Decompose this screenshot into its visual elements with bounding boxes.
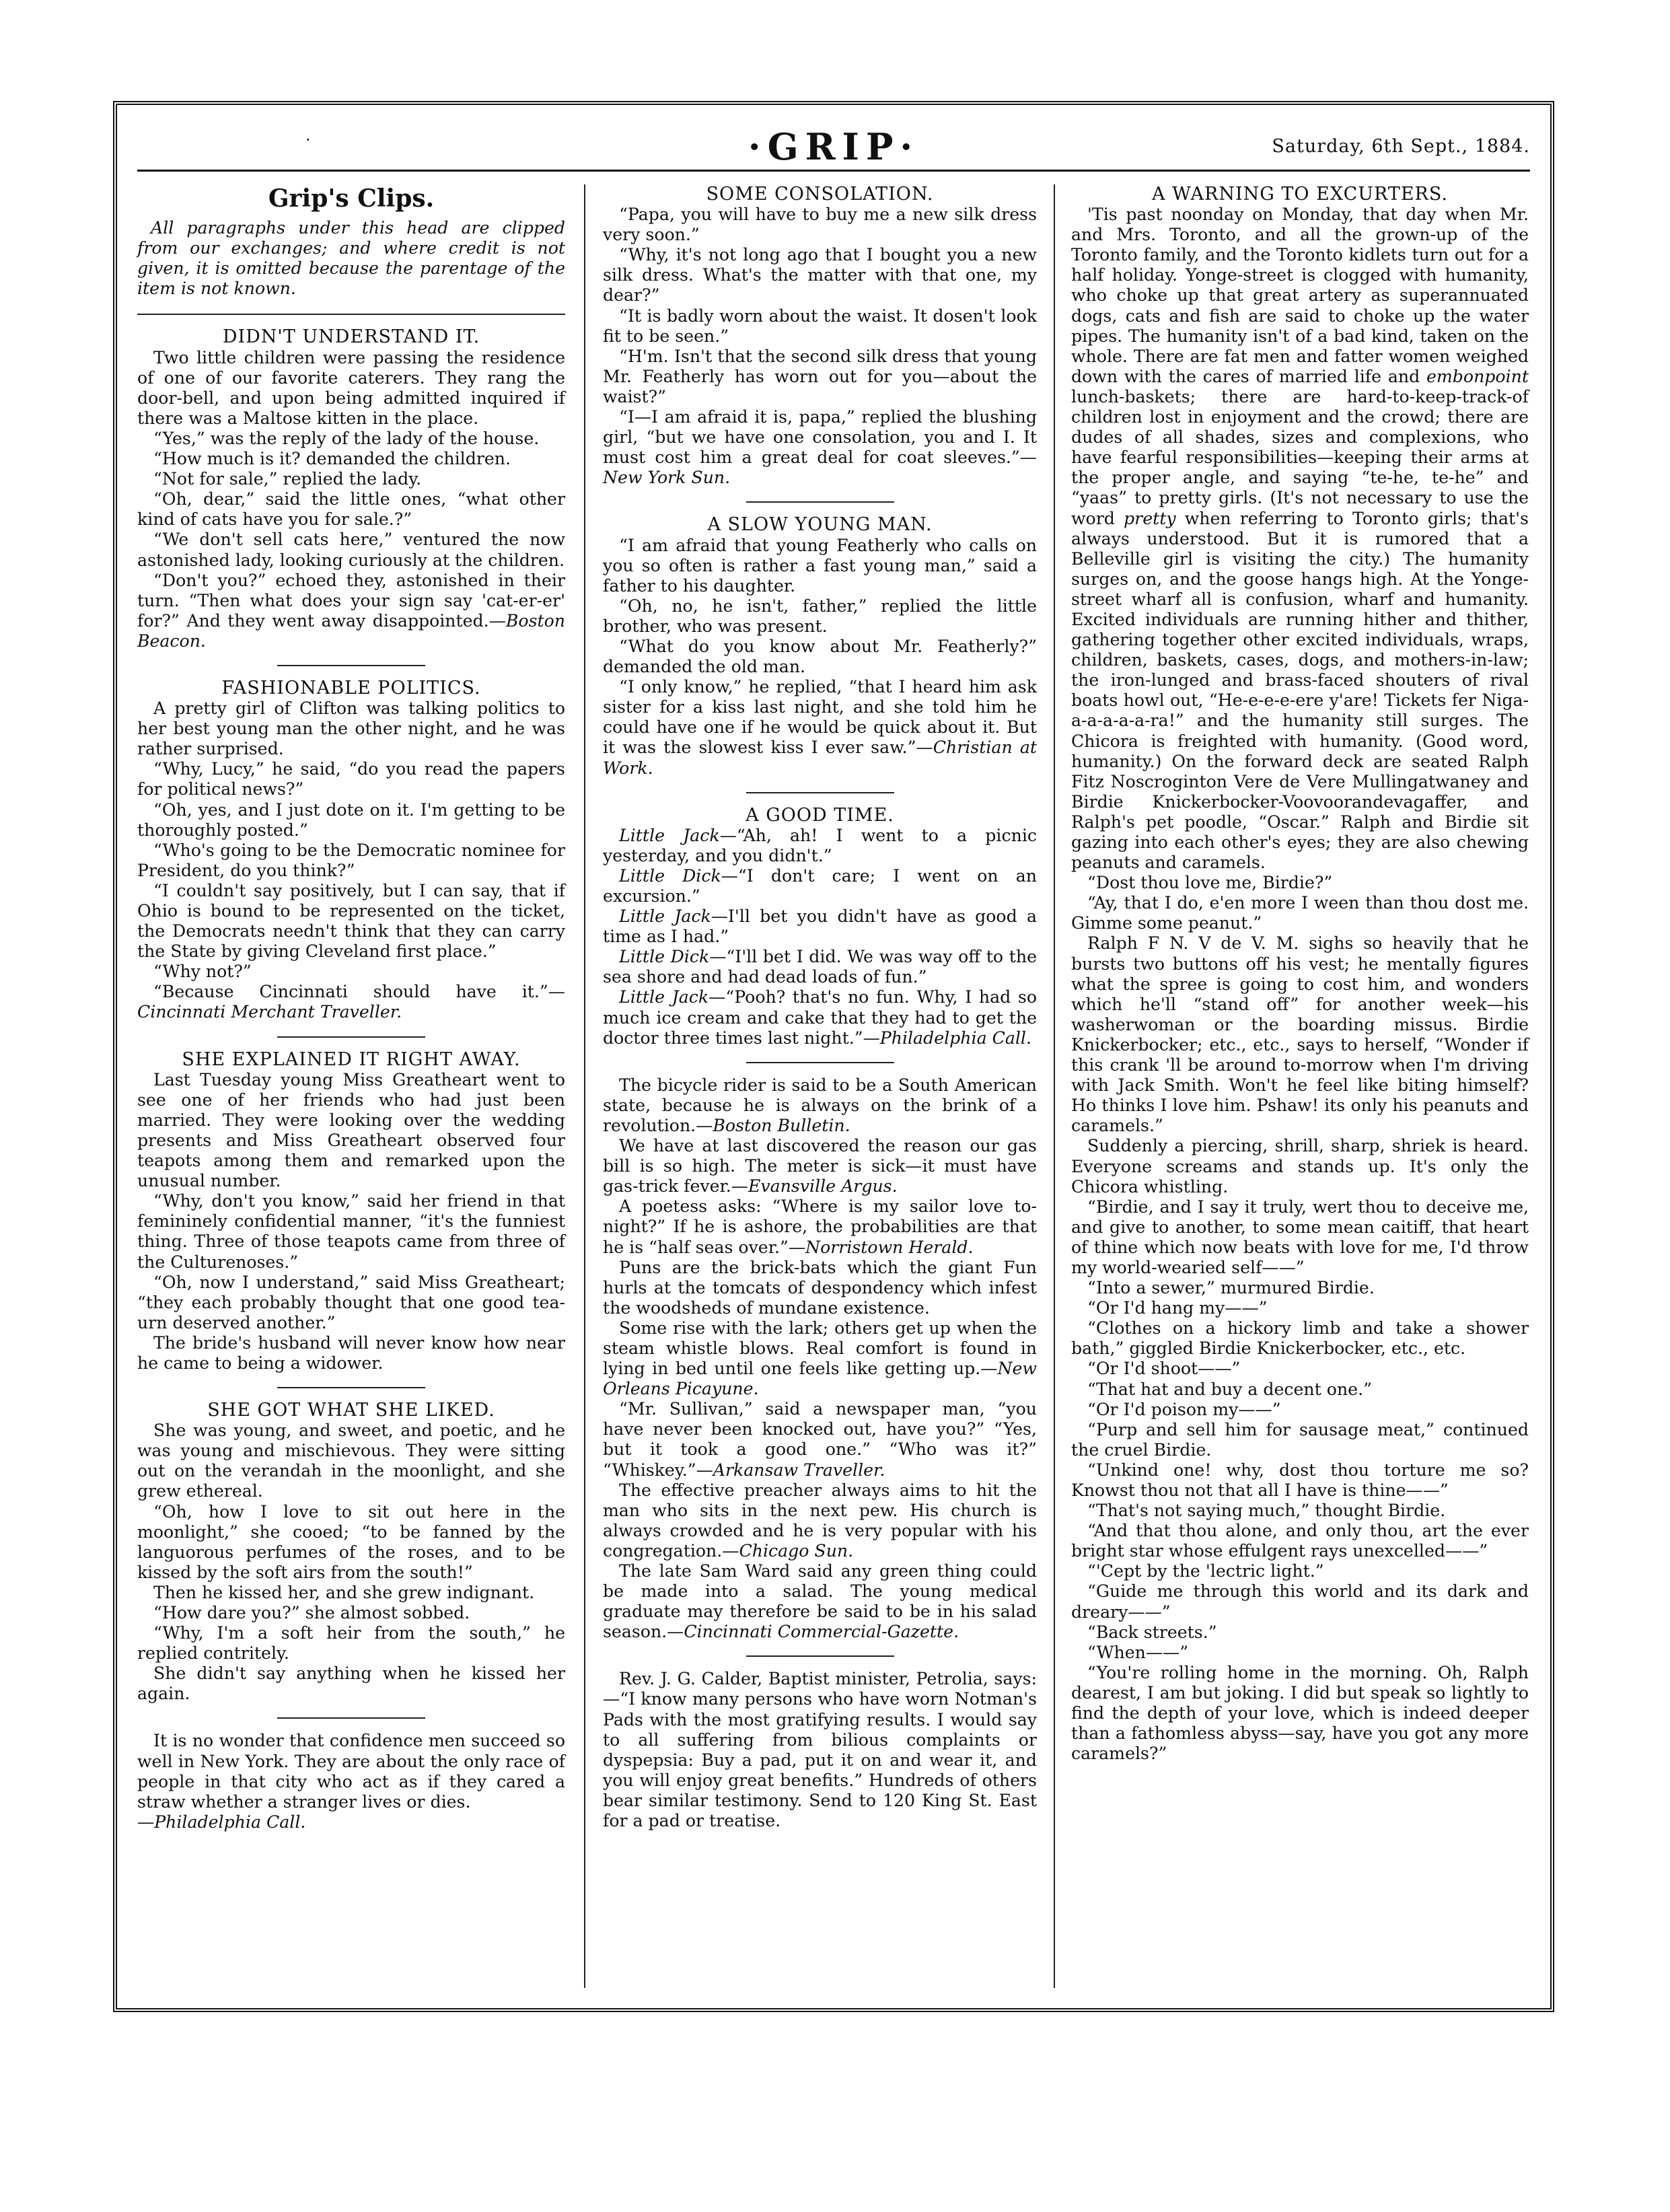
dialogue-line bbox=[603, 947, 1037, 987]
paragraph: “Oh, no, he isn't, father,” replied the little brother, who was present. bbox=[603, 596, 1037, 636]
text: lunch-baskets; there are hard-to-keep-track-of children lost in enjoyment and the crowd; there are dudes of all shades, sizes and complexions, who have fearful responsibilities—keeping their arms at the proper angle, and saying “te-he, te-he” and “yaas” to pretty girls. (It's not necessary to use the word bbox=[1071, 386, 1529, 528]
paragraph: Then he kissed her, and she grew indignant. bbox=[153, 1582, 535, 1602]
paragraph: “Why, don't you know,” said her friend in that femininely confidential manner, “it's the funniest thing. Three of those teapots came from three of the Culturenoses.” bbox=[137, 1191, 565, 1272]
paragraph: Two little children were passing the residence of one of our favorite caterers. They rang the door-bell, and upon being admitted inquired if there was a Maltose kitten in the place. bbox=[137, 347, 565, 428]
paragraph: “Back streets.” bbox=[1087, 1622, 1217, 1642]
source: Cincinnati Merchant Traveller. bbox=[137, 1002, 402, 1022]
paragraph: “Who's going to be the Democratic nominee for President, do you think?” bbox=[137, 840, 565, 880]
speaker: Little Jack bbox=[619, 906, 711, 927]
advertisement: Rev. J. G. Calder, Baptist minister, Petrolia, says:—“I know many persons who have worn Notman's Pads with the most gratifying results. I would say to all suffering from bilious complaints or dyspepsia: Buy a pad, put it on and wear it, and you will enjoy great benefits.” Hundreds of others bear similar testimony. Send to 120 King St. East for a pad or treatise. bbox=[603, 1669, 1037, 1831]
paragraph: “You're rolling home in the morning. Oh, Ralph dearest, I am but joking. I did but speak so lightly to find the depth of your love, which is indeed deeper than a fathomless abyss—say, have you got any more caramels?” bbox=[1071, 1662, 1529, 1764]
paragraph bbox=[603, 1136, 1037, 1197]
text: “I—I am afraid it is, papa,” replied the blushing girl, “but we have one consolation, you and I. It must cost him a great deal for coat sleeves.”— bbox=[603, 407, 1037, 468]
paragraph bbox=[603, 1197, 1037, 1257]
newspaper-page bbox=[113, 101, 1554, 2012]
text: 'Tis past noonday on Monday, that day when Mr. and Mrs. Toronto, and all the grown-up of the Toronto family, and the Toronto kidlets turn out for a half holiday. Yonge-street is clogged with humanity, who choke up that great artery as superannuated dogs, cats and fish are said to choke up the water pipes. The humanity isn't of a bad kind, taken on the whole. There are fat men and fatter women weighed down with the cares of married life and bbox=[1071, 205, 1529, 386]
source: New York Sun. bbox=[603, 468, 731, 488]
divider bbox=[277, 1036, 425, 1038]
paragraph: “It is badly worn about the waist. It dosen't look fit to be seen.” bbox=[603, 306, 1037, 346]
source: Evansville Argus. bbox=[748, 1176, 898, 1197]
text: Some rise with the lark; others get up when the steam whistle blows. Real comfort is found in lying in bed until one feels like getting up.— bbox=[603, 1318, 1037, 1379]
paragraph: It is no wonder that confidence men succeed so well in New York. They are about the only race of people in that city who act as if they cared a straw whether a stranger lives or dies. bbox=[137, 1731, 565, 1812]
article-title: FASHIONABLE POLITICS. bbox=[221, 677, 481, 699]
column-2 bbox=[603, 184, 1037, 1831]
paragraph: “Oh, dear,” said the little ones, “what other kind of cats have you for sale.?” bbox=[137, 489, 565, 530]
text: A poetess asks: “Where is my sailor love to-night?” If he is ashore, the probabilities are that he is “half seas over.”— bbox=[603, 1197, 1037, 1257]
paragraph bbox=[137, 571, 565, 651]
source: Chicago Sun. bbox=[739, 1540, 854, 1561]
text: —“I'll bet I did. We was way off to the sea shore and had dead loads of fun.” bbox=[603, 947, 1037, 987]
divider bbox=[277, 1387, 425, 1388]
article-title: DIDN'T UNDERSTAND IT. bbox=[222, 326, 480, 348]
section-intro: All paragraphs under this head are clipped from our exchanges; and where credit is not given, it is omitted because the parentage of the item is not known. bbox=[137, 218, 565, 299]
paragraph: She was young, and sweet, and poetic, and he was young and mischievous. They were sitting out on the verandah in the moonlight, and she grew ethereal. bbox=[137, 1421, 565, 1501]
paragraph: “Yes,” was the reply of the lady of the house. bbox=[153, 428, 540, 448]
column-3 bbox=[1071, 184, 1529, 1764]
paragraph: “Why, it's not long ago that I bought you a new silk dress. What's the matter with that one, my dear?” bbox=[603, 245, 1037, 306]
source: Philadelphia Call. bbox=[879, 1028, 1031, 1048]
source: Christian at Work. bbox=[603, 738, 1037, 778]
text: “I only know,” he replied, “that I heard him ask sister for a kiss last night, and she told him he could have one if he would be quick about it. But it was the slowest kiss I ever saw.”— bbox=[603, 677, 1037, 758]
paragraph: “Birdie, and I say it truly, wert thou to deceive me, and give to another, to some mean caitiff, that heart of thine which now beats with love for me, I'd throw my world-wearied self——” bbox=[1071, 1197, 1529, 1277]
source: Norristown Herald. bbox=[805, 1237, 974, 1257]
paragraph: “Clothes on a hickory limb and take a shower bath,” giggled Birdie Knickerbocker, etc., etc. bbox=[1071, 1318, 1529, 1359]
paragraph: Last Tuesday young Miss Greatheart went to see one of her friends who had just been married. They were looking over the wedding presents and Miss Greatheart observed four teapots among them and remarked upon the unusual number. bbox=[137, 1069, 565, 1191]
paragraph bbox=[603, 677, 1037, 778]
masthead bbox=[137, 122, 1530, 172]
paragraph: She didn't say anything when he kissed her again. bbox=[137, 1664, 565, 1704]
speaker: Little Jack bbox=[619, 987, 709, 1007]
paragraph: “Into a sewer,” murmured Birdie. bbox=[1087, 1278, 1375, 1298]
text: —“I don't care; I went on an excursion.” bbox=[603, 865, 1037, 906]
text: —“Ah, ah! I went to a picnic yesterday, and you didn't.” bbox=[603, 825, 1037, 865]
paragraph: “Unkind one! why, dost thou torture me so? Knowst thou not that all I have is thine——” bbox=[1071, 1460, 1529, 1500]
text: “Because Cincinnati should have it.”— bbox=[153, 982, 565, 1002]
paragraph: “Or I'd hang my——” bbox=[1087, 1298, 1268, 1318]
source: Cincinnati Commercial-Gazette. bbox=[684, 1622, 959, 1642]
paragraph: “Why not?” bbox=[153, 962, 252, 982]
source: Arkansaw Traveller. bbox=[713, 1460, 885, 1480]
article-title: SHE GOT WHAT SHE LIKED. bbox=[207, 1400, 495, 1421]
paragraph: “Oh, yes, and I just dote on it. I'm getting to be thoroughly posted.” bbox=[137, 799, 565, 840]
paragraph: “Guide me through this world and its dark and dreary——” bbox=[1071, 1581, 1529, 1622]
paragraph: “Why, I'm a soft heir from the south,” he replied contritely. bbox=[137, 1623, 565, 1664]
column-rule bbox=[1054, 184, 1055, 1988]
divider bbox=[137, 314, 565, 315]
divider bbox=[746, 1655, 894, 1657]
column-rule bbox=[584, 184, 585, 1988]
paragraph: Puns are the brick-bats which the giant Fun hurls at the tomcats of despondency which infest the woodsheds of mundane existence. bbox=[603, 1257, 1037, 1318]
text: The bicycle rider is said to be a South American state, because he is always on the brink of a revolution.— bbox=[603, 1075, 1037, 1135]
paragraph bbox=[603, 1318, 1037, 1399]
paragraph: “Purp and sell him for sausage meat,” continued the cruel Birdie. bbox=[1071, 1419, 1529, 1460]
text: “Mr. Sullivan,” said a newspaper man, “you have never been knocked out, have you?” “Yes, but it took a good one.” “Who was it?” “Whiskey.”— bbox=[603, 1399, 1037, 1480]
paragraph bbox=[603, 407, 1037, 488]
newspaper-title: ·GRIP· bbox=[748, 125, 920, 168]
paragraph: “'Cept by the 'lectric light.” bbox=[1087, 1561, 1324, 1581]
paragraph: The bride's husband will never know how near he came to being a widower. bbox=[137, 1332, 565, 1373]
divider bbox=[277, 1717, 425, 1719]
paragraph: “I am afraid that young Featherly who calls on you so often is rather a fast young man,” said a father to his daughter. bbox=[603, 535, 1037, 596]
paragraph: “I couldn't say positively, but I can say, that if Ohio is bound to be represented on the ticket, the Democrats needn't think that they can carry the State by giving Cleveland first place.” bbox=[137, 880, 565, 962]
section-title: Grip's Clips. bbox=[268, 184, 435, 213]
issue-date: Saturday, 6th Sept., 1884. bbox=[1272, 136, 1530, 157]
column-1 bbox=[137, 184, 565, 1832]
text: “Don't you?” echoed they, astonished in their turn. “Then what does your sign say 'cat-er-er' for?” And they went away disappointed.— bbox=[137, 570, 565, 631]
paragraph: “That hat and buy a decent one.” bbox=[1087, 1379, 1372, 1399]
paragraph bbox=[603, 1399, 1037, 1480]
italic-word: embonpoint bbox=[1426, 366, 1529, 386]
italic-word: pretty bbox=[1124, 508, 1176, 528]
paragraph: “Papa, you will have to buy me a new silk dress very soon.” bbox=[603, 205, 1037, 245]
paragraph: “How dare you?” she almost sobbed. bbox=[153, 1603, 470, 1622]
text: —“Pooh? that's no fun. Why, I had so much ice cream and cake that they had to get the doctor three times last night.”— bbox=[603, 987, 1037, 1048]
dialogue-line bbox=[603, 826, 1037, 866]
paragraph: “Not for sale,” replied the lady. bbox=[153, 469, 422, 489]
divider bbox=[746, 501, 894, 503]
article-title: A SLOW YOUNG MAN. bbox=[707, 514, 933, 536]
dialogue-line bbox=[603, 987, 1037, 1048]
paragraph: “Oh, now I understand,” said Miss Greatheart; “they each probably thought that one good tea-urn deserved another.” bbox=[137, 1272, 565, 1332]
paragraph: “How much is it? demanded the children. bbox=[153, 449, 511, 469]
article-title: SHE EXPLAINED IT RIGHT AWAY. bbox=[182, 1048, 521, 1070]
paragraph: “Or I'd shoot——” bbox=[1087, 1359, 1241, 1379]
source: Boston Beacon. bbox=[137, 610, 565, 651]
paragraph: “H'm. Isn't that the second silk dress that young Mr. Featherly has worn out for you—about the waist?” bbox=[603, 346, 1037, 406]
divider bbox=[746, 1062, 894, 1063]
speaker: Little Dick bbox=[619, 947, 710, 967]
paragraph: Ralph F N. V de V. M. sighs so heavily that he bursts two buttons off his vest; he mentally figures what the spree is going to cost him, and wonders which he'll “stand off” for another week—his washerwoman or the boarding missus. Birdie Knickerbocker; etc., etc., says to herself, “Wonder if this crank 'll be around to-morrow when I'm driving with Jack Smith. Won't he feel like biting himself? Ho thinks I love him. Pshaw! its only his peanuts and caramels.” bbox=[1071, 933, 1529, 1136]
paragraph: A pretty girl of Clifton was talking politics to her best young man the other night, and he was rather surprised. bbox=[137, 699, 565, 759]
dialogue-line bbox=[603, 906, 1037, 947]
paragraph: “Dost thou love me, Birdie?” bbox=[1087, 873, 1333, 893]
text: —I'll bet you didn't have as good a time as I had.” bbox=[603, 906, 1037, 947]
text: The effective preacher always aims to hit the man who sits in the next pew. His church is always crowded and he is very popular with his congregation.— bbox=[603, 1480, 1037, 1561]
article-title: A GOOD TIME. bbox=[746, 804, 894, 826]
article-title: SOME CONSOLATION. bbox=[706, 184, 934, 205]
paragraph bbox=[137, 982, 565, 1022]
paragraph: “And that thou alone, and only thou, art the ever bright star whose effulgent rays unexcelled——” bbox=[1071, 1521, 1529, 1561]
source: New Orleans Picayune. bbox=[603, 1359, 1037, 1399]
speaker: Little Dick bbox=[619, 865, 721, 886]
paragraph: “Why, Lucy,” he said, “do you read the papers for political news?” bbox=[137, 759, 565, 799]
source: Boston Bulletin. bbox=[713, 1115, 850, 1135]
paragraph: “Oh, how I love to sit out here in the moonlight,” she cooed; “to be fanned by the languorous perfumes of the roses, and to be kissed by the soft airs from the south!” bbox=[137, 1501, 565, 1582]
text: The late Sam Ward said any green thing could be made into a salad. The young medical graduate may therefore be said to be in his salad season.— bbox=[603, 1561, 1037, 1642]
speaker: Little Jack bbox=[619, 825, 720, 845]
paragraph: “That's not saying much,” thought Birdie. bbox=[1087, 1501, 1446, 1521]
text: We have at last discovered the reason our gas bill is so high. The meter is sick—it must have gas-trick fever.— bbox=[603, 1136, 1037, 1197]
article-title: A WARNING TO EXCURTERS. bbox=[1152, 184, 1448, 205]
paragraph bbox=[603, 1561, 1037, 1642]
paragraph bbox=[603, 1480, 1037, 1561]
header-mark: · bbox=[305, 131, 311, 149]
paragraph: “What do you know about Mr. Featherly?” demanded the old man. bbox=[603, 636, 1037, 677]
paragraph bbox=[1071, 205, 1529, 873]
paragraph: Suddenly a piercing, shrill, sharp, shriek is heard. Everyone screams and stands up. It's only the Chicora whistling. bbox=[1071, 1136, 1529, 1197]
paragraph bbox=[603, 1075, 1037, 1136]
paragraph: “Or I'd poison my——” bbox=[1087, 1399, 1281, 1419]
divider bbox=[746, 792, 894, 793]
paragraph: “Ay, that I do, e'en more I ween than thou dost me. Gimme some peanut.” bbox=[1071, 893, 1529, 933]
paragraph: “When——” bbox=[1087, 1642, 1189, 1662]
paragraph: “We don't sell cats here,” ventured the now astonished lady, looking curiously at the children. bbox=[137, 530, 565, 570]
text: when referring to Toronto girls; that's always understood. But it is rumored that a Belleville girl is visiting the city.) The humanity surges on, and the goose hangs high. At the Yonge-street wharf all is confusion, wharf and humanity. Excited individuals are running hither and thither, gathering together other excited individuals, wraps, children, baskets, cases, dogs, and mothers-in-law; the iron-lunged and brass-faced shouters of rival boats howl out, “He-e-e-e-ere y'are! Tickets fer Niga-a-a-a-a-a-ra!” and the humanity still surges. The Chicora is freighted with humanity. (Good word, humanity.) On the forward deck are seated Ralph Fitz Noscroginton Vere de Vere Mullingatwaney and Birdie Knickerbocker-Voovoorandevagaffer, and Ralph's pet poodle, “Oscar.” Ralph and Birdie sit gazing into each other's eyes; they are also chewing peanuts and caramels. bbox=[1071, 508, 1529, 873]
divider bbox=[277, 665, 425, 666]
source: —Philadelphia Call. bbox=[137, 1812, 306, 1832]
dialogue-line bbox=[603, 866, 1037, 906]
